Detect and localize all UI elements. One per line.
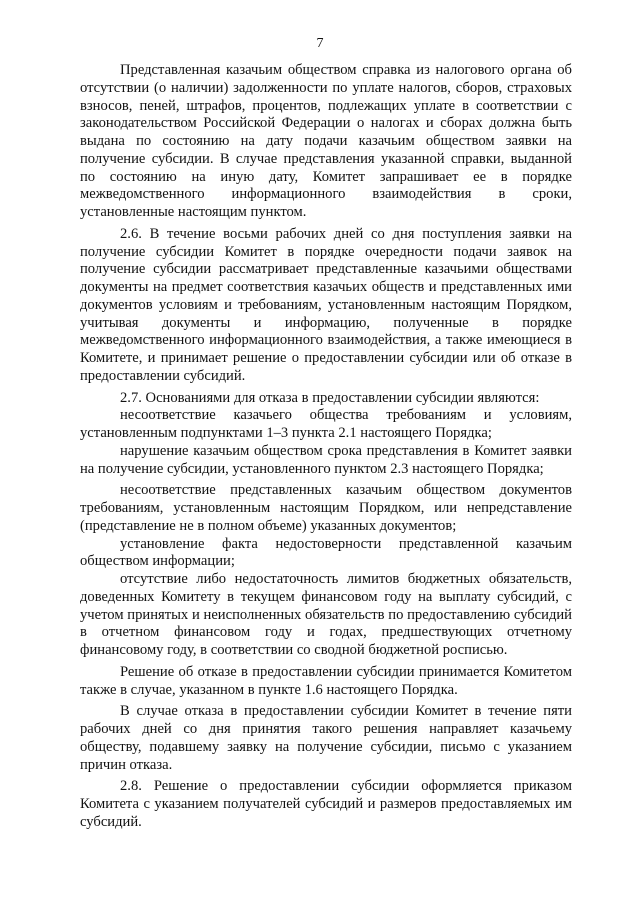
paragraph-2-8: 2.8. Решение о предоставлении субсидии оформляется приказом Комитета с указанием получателей субсидий и размеров предоставляемых им субсидий. (80, 778, 572, 830)
paragraph-refusal-notice: В случае отказа в предоставлении субсидии Комитет в течение пяти рабочих дней со дня принятия такого решения направляет казачьему обществу, подавшему заявку на получение субсидии, письмо с указанием причин отказа. (80, 703, 572, 773)
paragraph-tax-certificate: Представленная казачьим обществом справка из налогового органа об отсутствии (о наличии) задолженности по уплате налогов, сборов, страховых взносов, пеней, штрафов, процентов, подлежащих уплате в соответствии с законодательством Российской Федерации о налогах и сборах должна быть выдана по состоянию на дату подачи казачьим обществом заявки на получение субсидии. В случае представления указанной справки, выданной по состоянию на иную дату, Комитет запрашивает ее в порядке межведомственного информационного взаимодействия в сроки, установленные настоящим пунктом. (80, 62, 572, 220)
page-number: 7 (316, 36, 324, 51)
paragraph-refusal-decision: Решение об отказе в предоставлении субсидии принимается Комитетом также в случае, указанном в пункте 1.6 настоящего Порядка. (80, 663, 572, 698)
list-item-documents-mismatch: несоответствие представленных казачьим обществом документов требованиям, установленным настоящим Порядком, или непредставление (представление не в полном объеме) указанных документов; (80, 482, 572, 534)
list-item-budget-limits: отсутствие либо недостаточность лимитов бюджетных обязательств, доведенных Комитету в текущем финансовом году на выплату субсидий, с учетом принятых и неисполненных обязательств по предоставлению субсидий в отчетном финансовом году и годах, предшествующих отчетному финансовому году, в соответствии со сводной бюджетной росписью. (80, 571, 572, 658)
list-item-deadline-violation: нарушение казачьим обществом срока представления в Комитет заявки на получение субсидии, установленного пунктом 2.3 настоящего Порядка; (80, 442, 572, 477)
list-item-false-information: установление факта недостоверности представленной казачьим обществом информации; (80, 535, 572, 570)
paragraph-2-7: 2.7. Основаниями для отказа в предоставлении субсидии являются: (120, 389, 540, 406)
list-item-noncompliance: несоответствие казачьего общества требованиям и условиям, установленным подпунктами 1–3 пункта 2.1 настоящего Порядка; (80, 407, 572, 441)
document-body (80, 62, 572, 832)
paragraph-2-6: 2.6. В течение восьми рабочих дней со дня поступления заявки на получение субсидии Комитет в порядке очередности подачи заявок на получение субсидии рассматривает представленные казачьими обществами документы на предмет соответствия казачьих обществ и представленных ими документов условиям и требованиям, установленным настоящим Порядком, учитывая документы и информацию, полученные в порядке межведомственного информационного взаимодействия, а также имеющиеся в Комитете, и принимает решение о предоставлении субсидии или об отказе в предоставлении субсидий. (80, 225, 572, 384)
